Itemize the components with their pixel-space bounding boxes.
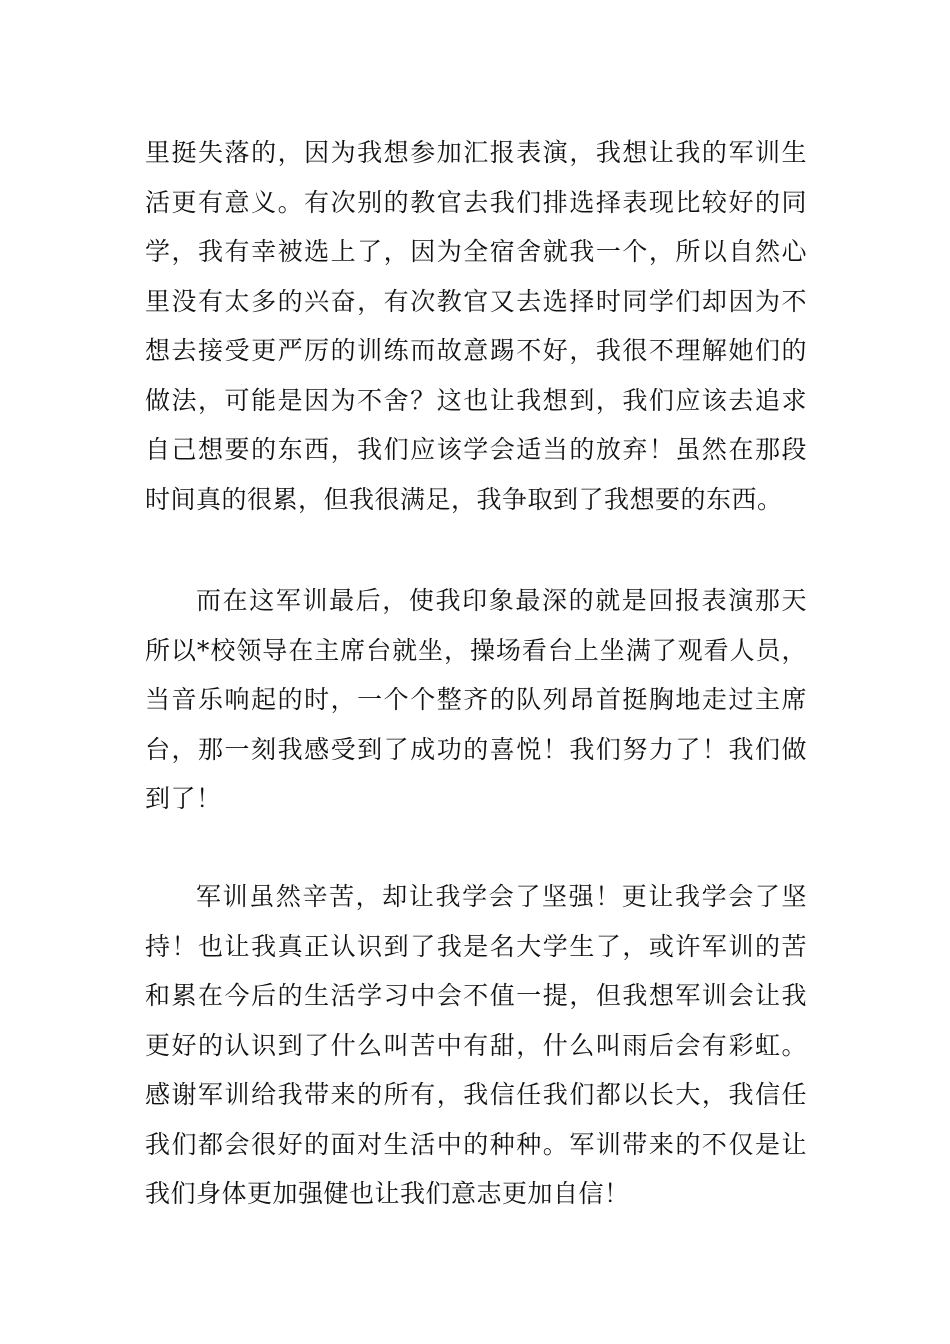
paragraph-continued: 里挺失落的，因为我想参加汇报表演，我想让我的军训生活更有意义。有次别的教官去我们排选择表现比较好的同学，我有幸被选上了，因为全宿舍就我一个，所以自然心里没有太多的兴奋，有次教官又去选择时同学们却因为不想去接受更严厉的训练而故意踢不好，我很不理解她们的做法，可能是因为不舍？这也让我想到，我们应该去追求自己想要的东西，我们应该学会适当的放弃！虽然在那段时间真的很累，但我很满足，我争取到了我想要的东西。 bbox=[145, 138, 807, 514]
paragraph-conclusion: 军训虽然辛苦，却让我学会了坚强！更让我学会了坚持！也让我真正认识到了我是名大学生了，或许军训的苦和累在今后的生活学习中会不值一提，但我想军训会让我更好的认识到了什么叫苦中有甜，什么叫雨后会有彩虹。感谢军训给我带来的所有，我信任我们都以长大，我信任我们都会很好的面对生活中的种种。军训带来的不仅是让我们身体更加强健也让我们意志更加自信！ bbox=[145, 882, 807, 1208]
paragraph-performance-day: 而在这军训最后，使我印象最深的就是回报表演那天所以*校领导在主席台就坐，操场看台上坐满了观看人员，当音乐响起的时，一个个整齐的队列昂首挺胸地走过主席台，那一刻我感受到了成功的喜悦！我们努力了！我们做到了！ bbox=[145, 586, 807, 813]
